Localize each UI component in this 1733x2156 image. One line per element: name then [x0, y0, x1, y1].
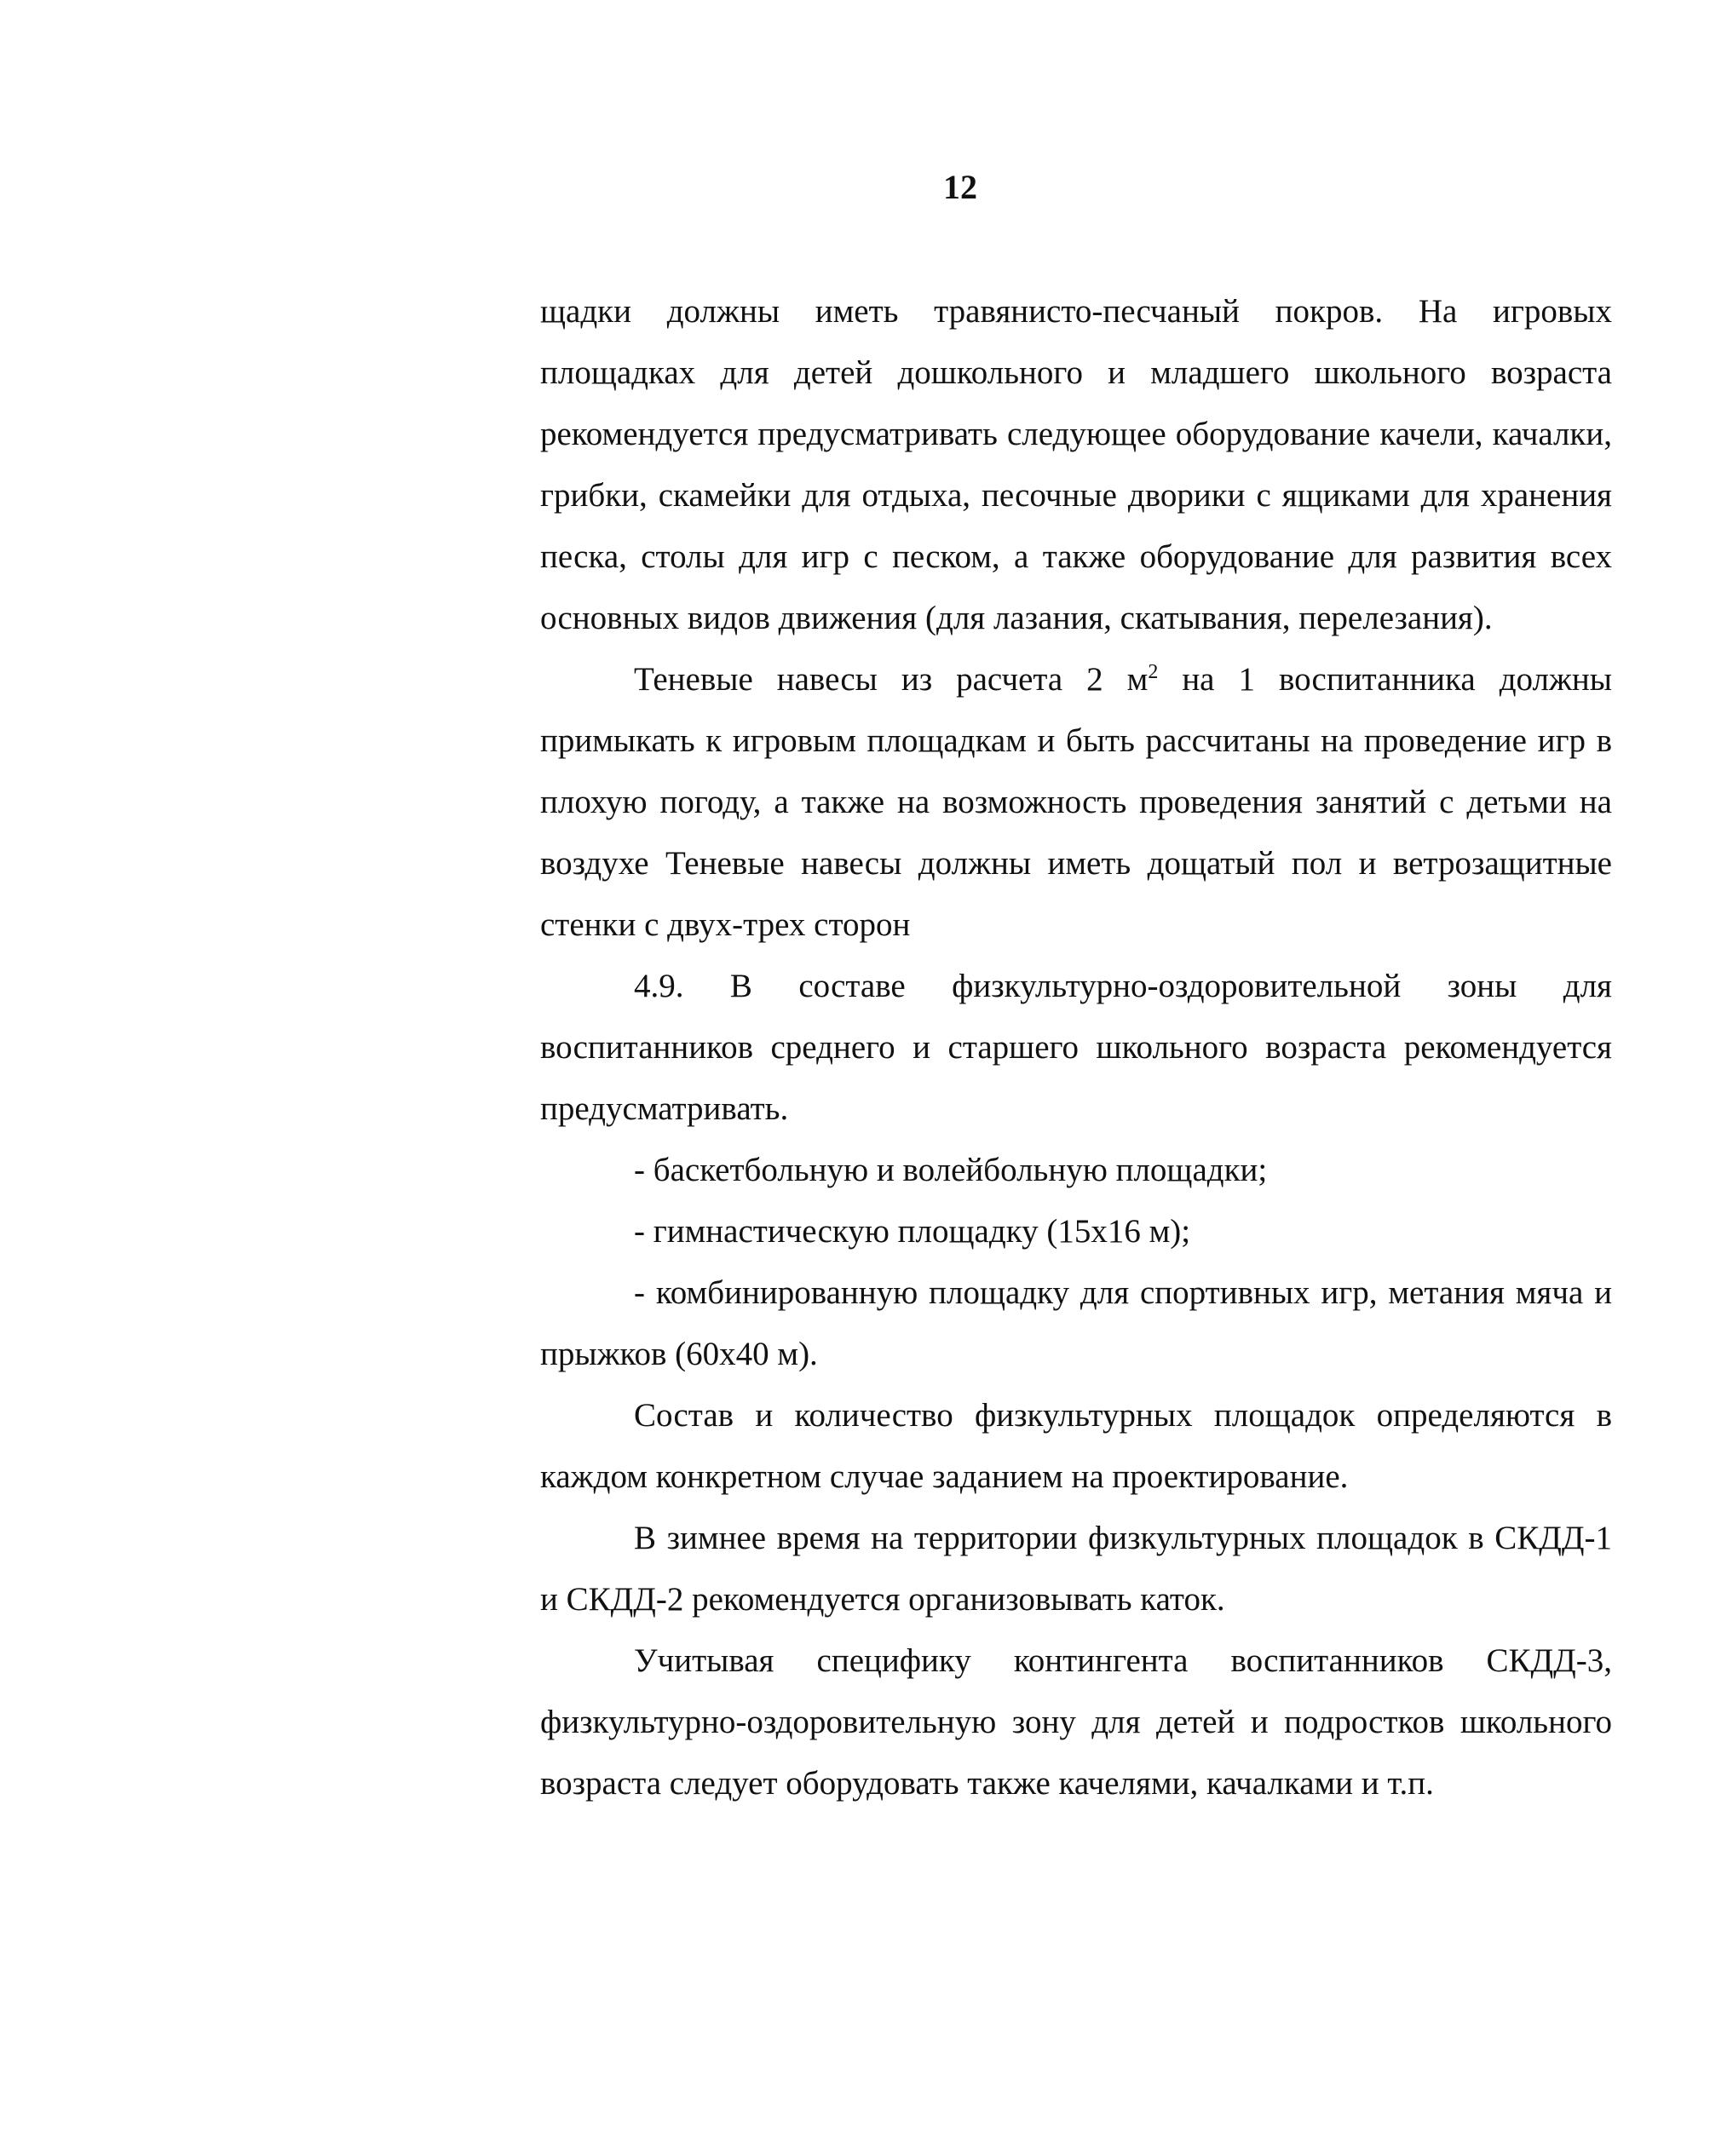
document-body	[540, 281, 1612, 1814]
superscript-square: 2	[1148, 661, 1159, 683]
paragraph-shade-canopies-start: Теневые навесы из расчета 2 м	[634, 661, 1149, 698]
paragraph-playground-cover: щадки должны иметь травянисто-песчаный покров. На игровых площадках для детей дошкольного и младшего школьного возраста рекомендуется предусматривать следующее оборудование качели, качалки, грибки, скамейки для отдыха, песочные дворики с ящиками для хранения песка, столы для игр с песком, а также оборудование для развития всех основных видов движения (для лазания, скатывания, перелезания).	[540, 293, 1612, 636]
paragraph-section-4-9: 4.9. В составе физкультурно-оздоровительной зоны для воспитанников среднего и старшего школьного возраста рекомендуется предусматривать.	[540, 968, 1612, 1127]
paragraph-shade-canopies	[540, 649, 1612, 956]
list-item: - комбинированную площадку для спортивных игр, метания мяча и прыжков (60х40 м).	[540, 1274, 1612, 1372]
paragraph-shade-canopies-end: на 1 воспитанника должны примыкать к игровым площадкам и быть рассчитаны на проведение игр в плохую погоду, а также на возможность проведения занятий с детьми на воздухе Теневые навесы должны иметь дощатый пол и ветрозащитные стенки с двух-трех сторон	[540, 661, 1613, 943]
paragraph-skdd3-equipment: Учитывая специфику контингента воспитанников СКДД-3, физкультурно-оздоровительную зону для детей и подростков школьного возраста следует оборудовать также качелями, качалками и т.п.	[540, 1642, 1612, 1802]
list-item: - гимнастическую площадку (15х16 м);	[634, 1213, 1191, 1250]
list-item: - баскетбольную и волейбольную площадки;	[634, 1152, 1268, 1188]
page-number: 12	[943, 168, 977, 206]
paragraph-winter-rink: В зимнее время на территории физкультурных площадок в СКДД-1 и СКДД-2 рекомендуется организовывать каток.	[540, 1520, 1612, 1618]
paragraph-sports-grounds-count: Состав и количество физкультурных площадок определяются в каждом конкретном случае заданием на проектирование.	[540, 1397, 1612, 1495]
